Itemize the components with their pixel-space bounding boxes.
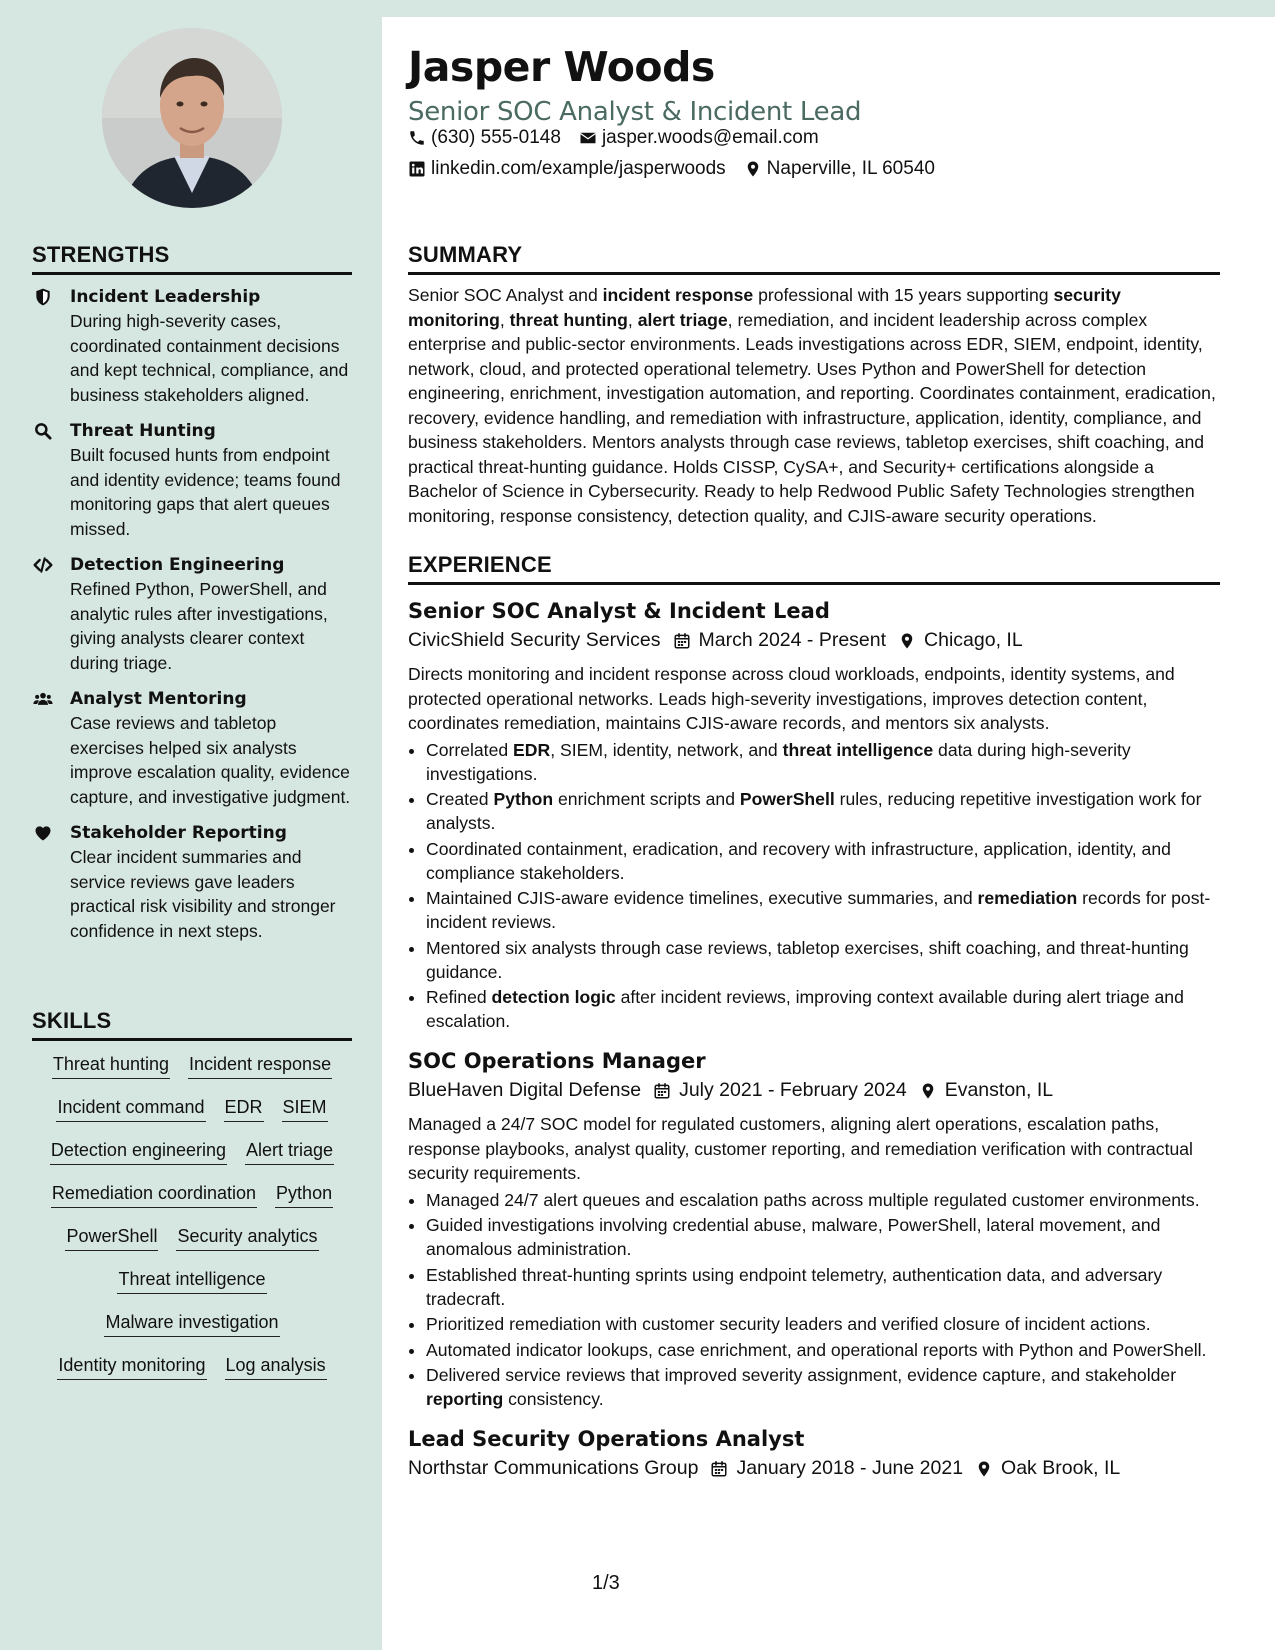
job-dates: March 2024 - Present <box>698 629 887 651</box>
job-dates-item <box>710 1457 963 1480</box>
calendar-icon <box>710 1459 728 1479</box>
map-pin-icon <box>919 1081 937 1101</box>
job-dates: July 2021 - February 2024 <box>679 1079 907 1101</box>
summary-bold-text: security monitoring <box>408 285 1121 330</box>
job-meta <box>408 1457 1220 1480</box>
strength-item <box>32 687 352 809</box>
skill-tag: Malware investigation <box>104 1309 279 1337</box>
summary-bold-text: alert triage <box>637 309 728 330</box>
skill-tag: Alert triage <box>245 1137 334 1165</box>
search-icon <box>32 421 54 441</box>
job-description: Directs monitoring and incident response across cloud workloads, endpoints, identity systems, and protected operational networks. Leads high-severity investigations, improves detection content, coordinates remediation, maintains CJIS-aware records, and mentors six analysts. <box>408 664 1175 733</box>
main-content <box>382 17 1275 1650</box>
job-meta <box>408 1079 1220 1102</box>
strength-description: Refined Python, PowerShell, and analytic rules after investigations, giving analysts clearer context during triage. <box>70 579 328 673</box>
bullet-text: records for post-incident reviews. <box>426 888 1211 932</box>
job-meta <box>408 629 1220 652</box>
email-item[interactable] <box>579 127 819 149</box>
shield-icon <box>32 287 54 307</box>
job-location: Chicago, IL <box>924 629 1023 651</box>
summary-text <box>408 283 1220 528</box>
bullet-text: Refined <box>426 987 492 1007</box>
job-bullet <box>426 1338 1220 1362</box>
contact-row-1 <box>408 127 819 149</box>
bullet-text: , SIEM, identity, network, and <box>550 739 783 760</box>
skill-row <box>32 1137 352 1165</box>
job-bullet <box>426 787 1220 835</box>
heart-icon <box>32 823 54 843</box>
summary-text: Senior SOC Analyst and <box>408 285 603 305</box>
job-location-item <box>919 1079 1053 1102</box>
job-list <box>408 599 1220 1480</box>
job-bullet <box>426 1213 1220 1261</box>
summary-text: , <box>499 309 510 330</box>
bullet-bold-text: EDR <box>513 739 551 760</box>
summary-text: , <box>627 309 638 330</box>
job-dates-item <box>673 629 887 652</box>
candidate-role: Senior SOC Analyst & Incident Lead <box>408 97 862 127</box>
bullet-bold-text: reporting <box>426 1389 504 1409</box>
bullet-text: Coordinated containment, eradication, and recovery with infrastructure, application, identity, and compliance stakeholders. <box>426 838 1171 883</box>
skill-tag: Log analysis <box>225 1352 327 1380</box>
job-company: CivicShield Security Services <box>408 629 661 651</box>
strength-title: Detection Engineering <box>70 555 285 575</box>
skill-row <box>32 1094 352 1122</box>
skill-row <box>32 1051 352 1079</box>
phone-item <box>408 127 561 149</box>
job-title: Senior SOC Analyst & Incident Lead <box>408 599 830 623</box>
summary-bold-text: threat hunting <box>509 309 628 330</box>
job-title: Lead Security Operations Analyst <box>408 1427 805 1451</box>
job-dates: January 2018 - June 2021 <box>736 1457 964 1479</box>
bullet-bold-text: Python <box>493 789 554 809</box>
skill-row <box>32 1223 352 1251</box>
bullet-text: Maintained CJIS-aware evidence timelines, executive summaries, and <box>426 888 978 908</box>
bullet-text: Created <box>426 789 494 809</box>
email-text: jasper.woods@email.com <box>601 127 819 148</box>
job-title: SOC Operations Manager <box>408 1049 706 1073</box>
linkedin-text: linkedin.com/example/jasperwoods <box>431 158 726 179</box>
bullet-bold-text: PowerShell <box>739 789 835 809</box>
strength-item <box>32 821 352 943</box>
bullet-text: Prioritized remediation with customer security leaders and verified closure of incident actions. <box>426 1314 1151 1334</box>
bullet-text: consistency. <box>503 1389 604 1409</box>
experience-heading: EXPERIENCE <box>408 552 1220 585</box>
strengths-heading: STRENGTHS <box>32 242 352 275</box>
job-location: Evanston, IL <box>944 1079 1054 1101</box>
skill-tag: Threat hunting <box>52 1051 170 1079</box>
bullet-text: after incident reviews, improving context available during alert triage and escalation. <box>426 987 1184 1031</box>
strength-list <box>32 285 352 943</box>
job-company: BlueHaven Digital Defense <box>408 1079 642 1101</box>
job-bullet-list <box>408 1188 1220 1412</box>
bullet-text: Guided investigations involving credential abuse, malware, PowerShell, lateral movement, and anomalous administration. <box>426 1215 1161 1259</box>
strength-description: Clear incident summaries and service reviews gave leaders practical risk visibility and stronger confidence in next steps. <box>70 847 336 941</box>
page-indicator: 1/3 <box>592 1572 620 1594</box>
bullet-text: enrichment scripts and <box>553 789 740 809</box>
contact-row-2 <box>408 158 935 180</box>
experience-section <box>408 552 1220 1480</box>
job-bullet <box>426 738 1220 786</box>
bullet-text: Delivered service reviews that improved severity assignment, evidence capture, and stakeholder <box>426 1365 1177 1385</box>
job-bullet <box>426 1363 1220 1411</box>
skill-tag: Detection engineering <box>50 1137 227 1165</box>
job-bullet <box>426 1188 1220 1212</box>
skill-tag: Threat intelligence <box>117 1266 266 1294</box>
job-bullet <box>426 985 1220 1033</box>
bullet-text: Managed 24/7 alert queues and escalation paths across multiple regulated customer environments. <box>426 1189 1200 1210</box>
map-pin-icon <box>898 631 916 651</box>
skill-row <box>32 1352 352 1380</box>
skill-row <box>32 1266 352 1294</box>
strength-title: Threat Hunting <box>70 421 216 441</box>
summary-heading: SUMMARY <box>408 242 1220 275</box>
location-text: Naperville, IL 60540 <box>766 158 935 179</box>
skill-tag: Python <box>275 1180 333 1208</box>
bullet-text: rules, reducing repetitive investigation work for analysts. <box>426 789 1202 833</box>
skill-row <box>32 1309 352 1337</box>
job-location-item <box>975 1457 1120 1480</box>
linkedin-icon <box>408 160 426 178</box>
skill-tag: Incident command <box>56 1094 205 1122</box>
skill-tag: Incident response <box>188 1051 332 1079</box>
code-icon <box>32 555 54 575</box>
strength-description: Case reviews and tabletop exercises helped six analysts improve escalation quality, evidence capture, and investigative judgment. <box>70 713 351 807</box>
strength-item <box>32 553 352 675</box>
job-bullet <box>426 1312 1220 1336</box>
map-pin-icon <box>744 160 762 178</box>
summary-bold-text: incident response <box>602 285 754 305</box>
job-dates-item <box>653 1079 907 1102</box>
skill-tag: Security analytics <box>176 1223 318 1251</box>
phone-text: (630) 555-0148 <box>431 127 561 148</box>
summary-section <box>408 242 1220 528</box>
job-bullet <box>426 886 1220 934</box>
sidebar <box>0 0 382 1650</box>
bullet-text: Correlated <box>426 739 514 760</box>
location-item <box>744 158 935 180</box>
linkedin-item[interactable] <box>408 158 726 180</box>
job-bullet-list <box>408 738 1220 1034</box>
summary-text: , remediation, and incident leadership across complex enterprise and public-sector environments. Leads investigations across EDR, SIEM, endpoint, identity, network, cloud, and protected operational telemetry. Uses Python and PowerShell for detection engineering, enrichment, investigation automation, and reporting. Coordinates containment, eradication, recovery, evidence handling, and remediation with infrastructure, application, identity, compliance, and business stakeholders. Mentors analysts through case reviews, tabletop exercises, shift coaching, and practical threat-hunting guidance. Holds CISSP, CySA+, and Security+ certifications alongside a Bachelor of Science in Cybersecurity. Ready to help Redwood Public Safety Technologies strengthen monitoring, response consistency, detection quality, and CJIS-aware security operations. <box>408 309 1216 526</box>
strength-item <box>32 285 352 407</box>
skill-tag: PowerShell <box>65 1223 158 1251</box>
job-bullet <box>426 837 1220 885</box>
strength-item <box>32 419 352 541</box>
skill-tag: SIEM <box>282 1094 328 1122</box>
candidate-name: Jasper Woods <box>408 43 715 91</box>
users-icon <box>32 689 54 709</box>
strength-title: Analyst Mentoring <box>70 689 247 709</box>
bullet-text: Mentored six analysts through case reviews, tabletop exercises, shift coaching, and threat-hunting guidance. <box>426 937 1189 982</box>
calendar-icon <box>673 631 691 651</box>
bullet-text: Automated indicator lookups, case enrichment, and operational reports with Python and PowerShell. <box>426 1339 1207 1360</box>
strength-description: Built focused hunts from endpoint and identity evidence; teams found monitoring gaps that alert queues missed. <box>70 445 341 539</box>
job-bullet <box>426 936 1220 984</box>
bullet-bold-text: threat intelligence <box>782 739 934 760</box>
skill-list <box>32 1051 352 1380</box>
job-description: Managed a 24/7 SOC model for regulated customers, aligning alert operations, escalation paths, response playbooks, analyst quality, customer reporting, and remediation verification with contractual security requirements. <box>408 1114 1193 1183</box>
envelope-icon <box>579 129 597 147</box>
skill-tag: Remediation coordination <box>51 1180 257 1208</box>
profile-photo <box>102 28 282 208</box>
strength-title: Stakeholder Reporting <box>70 823 287 843</box>
bullet-bold-text: detection logic <box>491 987 616 1007</box>
strength-title: Incident Leadership <box>70 287 261 307</box>
summary-text: professional with 15 years supporting <box>753 285 1054 305</box>
job-entry <box>408 1049 1220 1411</box>
skills-section <box>32 1008 352 1395</box>
job-location: Oak Brook, IL <box>1001 1457 1121 1479</box>
job-location-item <box>898 629 1023 652</box>
skill-tag: Identity monitoring <box>57 1352 206 1380</box>
job-entry <box>408 1427 1220 1480</box>
job-company: Northstar Communications Group <box>408 1457 699 1479</box>
phone-icon <box>408 129 426 147</box>
bullet-text: data during high-severity investigations. <box>426 739 1131 784</box>
calendar-icon <box>653 1081 671 1101</box>
bullet-text: Established threat-hunting sprints using endpoint telemetry, authentication data, and adversary tradecraft. <box>426 1264 1163 1309</box>
job-entry <box>408 599 1220 1033</box>
bullet-bold-text: remediation <box>977 888 1078 908</box>
strengths-section <box>32 242 352 943</box>
skill-row <box>32 1180 352 1208</box>
skills-heading: SKILLS <box>32 1008 352 1041</box>
skill-tag: EDR <box>224 1094 264 1122</box>
strength-description: During high-severity cases, coordinated containment decisions and kept technical, compliance, and business stakeholders aligned. <box>70 311 349 405</box>
map-pin-icon <box>975 1459 993 1479</box>
job-bullet <box>426 1263 1220 1311</box>
